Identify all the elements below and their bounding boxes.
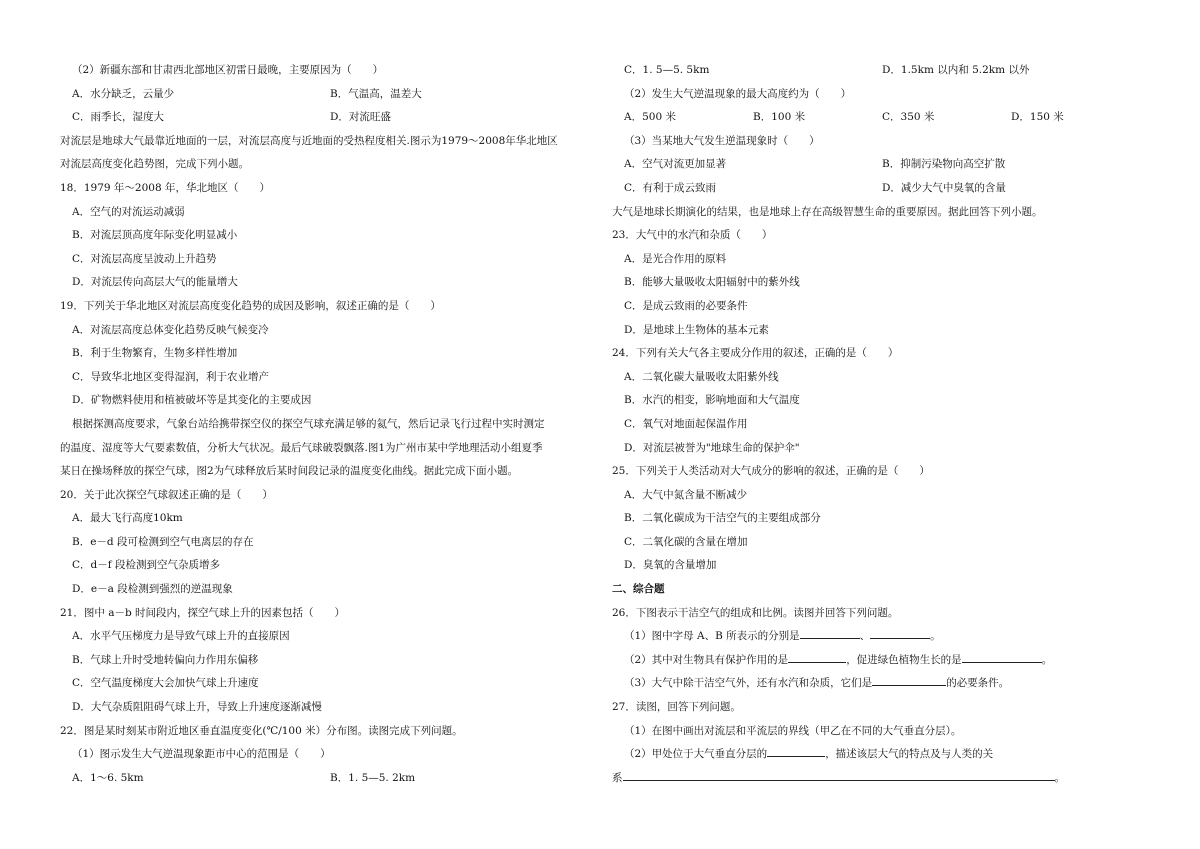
- option-c: C．1. 5—5. 5km: [624, 64, 710, 76]
- question-stem: 27．读图，回答下列问题。: [612, 701, 741, 714]
- right-column: [612, 59, 1140, 790]
- fill-in-text: （2）其中对生物具有保护作用的是: [624, 653, 789, 666]
- fill-in-text: （2）甲处位于大气垂直分层的: [624, 748, 768, 761]
- option-a: A．最大飞行高度10km: [72, 512, 183, 525]
- option-b: B．水汽的相变，影响地面和大气温度: [624, 394, 800, 407]
- fill-in-line: [612, 625, 1140, 649]
- option-row: [612, 59, 1140, 83]
- option-a: A．二氧化碳大量吸收太阳紫外线: [624, 370, 779, 383]
- fill-in-text: ，描述该层大气的特点及与人类的关: [825, 748, 994, 761]
- answer-blank[interactable]: [788, 649, 846, 663]
- option-a: A．是光合作用的原料: [624, 252, 727, 265]
- option-d: D．对流层传向高层大气的能量增大: [72, 276, 238, 289]
- option-row: [612, 153, 1140, 177]
- question-stem: 23．大气中的水汽和杂质（ ）: [612, 229, 773, 242]
- question-stem: 22．图是某时刻某市附近地区垂直温度变化(℃/100 米）分布图。读图完成下列问题。: [60, 724, 463, 737]
- fill-in-text: ，促进绿色植物生长的是: [846, 653, 962, 666]
- option-d: D．矿物燃料使用和植被破坏等是其变化的主要成因: [72, 394, 312, 407]
- option-b: B．气温高，温差大: [330, 87, 422, 100]
- question-stem: 26．下图表示干洁空气的组成和比例。读图并回答下列问题。: [612, 606, 899, 619]
- fill-in-text: 。: [1041, 653, 1053, 666]
- option-d: D．1.5km 以内和 5.2km 以外: [882, 64, 1030, 76]
- fill-in-text: （3）大气中除干洁空气外，还有水汽和杂质，它们是: [624, 677, 873, 690]
- fill-in-text: 的必要条件。: [946, 677, 1010, 690]
- sub-question-stem: （1）图示发生大气逆温现象距市中心的范围是（ ）: [72, 748, 331, 761]
- option-a: A．500 米: [624, 111, 676, 124]
- intro-paragraph: 某日在操场释放的探空气球，图2为气球释放后某时间段记录的温度变化曲线。据此完成下面小题。: [60, 465, 519, 478]
- option-c: C．空气温度梯度大会加快气球上升速度: [72, 677, 259, 690]
- option-c: C．二氧化碳的含量在增加: [624, 535, 748, 548]
- option-d: D．减少大气中臭氧的含量: [882, 181, 1006, 194]
- option-b: B．1. 5—5. 2km: [330, 771, 416, 784]
- question-stem: 21．图中 a－b 时间段内，探空气球上升的因素包括（ ）: [60, 606, 346, 619]
- intro-paragraph: 对流层高度变化趋势图，完成下列小题。: [60, 158, 249, 171]
- option-b: B．能够大量吸收太阳辐射中的紫外线: [624, 276, 800, 289]
- option-d: D．是地球上生物体的基本元素: [624, 323, 769, 336]
- fill-in-text: 。: [930, 630, 941, 643]
- option-c: C．d－f 段检测到空气杂质增多: [72, 559, 220, 572]
- option-c: C．导致华北地区变得湿润，利于农业增产: [72, 370, 270, 383]
- question-stem: 24．下列有关大气各主要成分作用的叙述，正确的是（ ）: [612, 347, 899, 360]
- option-d: D．e－a 段检测到强烈的逆温现象: [72, 583, 233, 596]
- answer-blank[interactable]: [872, 672, 946, 686]
- option-d: D．150 米: [1011, 111, 1064, 124]
- answer-blank[interactable]: [767, 743, 825, 757]
- option-b: B．二氧化碳成为干洁空气的主要组成部分: [624, 512, 821, 525]
- intro-paragraph: 大气是地球长期演化的结果，也是地球上存在高级智慧生命的重要原因。据此回答下列小题。: [612, 205, 1043, 218]
- option-a: A．空气对流更加显著: [624, 158, 727, 171]
- option-d: D．大气杂质阻阻碍气球上升，导致上升速度逐渐减慢: [72, 701, 322, 714]
- answer-blank[interactable]: [800, 625, 860, 639]
- option-row: [60, 106, 588, 130]
- sub-question-text: （1）在图中画出对流层和平流层的界线（甲乙在不同的大气垂直分层）。: [624, 724, 962, 737]
- option-b: B．e－d 段可检测到空气电离层的存在: [72, 535, 254, 548]
- option-row: [612, 177, 1140, 201]
- sub-question-stem: （2）发生大气逆温现象的最大高度约为（ ）: [624, 87, 852, 100]
- sub-question-stem: （3）当某地大气发生逆温现象时（ ）: [624, 134, 820, 147]
- intro-paragraph: 的温度、湿度等大气要素数值，分析大气状况。最后气球破裂飘落.图1为广州市某中学地理活动小组夏季: [60, 441, 543, 454]
- answer-blank[interactable]: [870, 625, 930, 639]
- answer-blank[interactable]: [623, 767, 1055, 781]
- option-a: A．水平气压梯度力是导致气球上升的直接原因: [72, 630, 290, 643]
- question-stem: （2）新疆东部和甘肃西北部地区初雷日最晚，主要原因为（ ）: [72, 64, 384, 76]
- option-d: D．对流旺盛: [330, 111, 391, 124]
- fill-in-line: [612, 743, 1140, 767]
- option-a: A．大气中氮含量不断减少: [624, 488, 748, 501]
- option-a: A．对流层高度总体变化趋势反映气候变冷: [72, 323, 269, 336]
- option-row: [612, 106, 1140, 130]
- option-row: [60, 767, 588, 791]
- section-heading: 二、综合题: [612, 583, 665, 596]
- question-stem: 25．下列关于人类活动对大气成分的影响的叙述，正确的是（ ）: [612, 465, 930, 478]
- fill-in-text: （1）图中字母 A、B 所表示的分别是: [624, 630, 800, 643]
- option-d: D．臭氧的含量增加: [624, 559, 717, 572]
- intro-paragraph: 对流层是地球大气最靠近地面的一层，对流层高度与近地面的受热程度相关.图示为1979～2008年华北地区: [60, 134, 558, 147]
- question-stem: 19．下列关于华北地区对流层高度变化趋势的成因及影响，叙述正确的是（ ）: [60, 299, 441, 312]
- option-b: B．利于生物繁育，生物多样性增加: [72, 347, 238, 360]
- option-b: B．气球上升时受地转偏向力作用东偏移: [72, 653, 259, 666]
- left-column: [60, 59, 588, 790]
- fill-in-line: [612, 672, 1140, 696]
- fill-in-line: [612, 767, 1140, 791]
- question-stem: 20．关于此次探空气球叙述正确的是（ ）: [60, 488, 273, 501]
- option-a: A．水分缺乏，云量少: [72, 87, 175, 100]
- option-c: C．雨季长，湿度大: [72, 111, 165, 124]
- option-c: C．对流层高度呈波动上升趋势: [72, 252, 217, 265]
- separator-text: 、: [859, 630, 871, 643]
- fill-in-text: 系: [612, 771, 623, 784]
- fill-in-text: 。: [1054, 771, 1065, 784]
- question-stem: 18．1979 年～2008 年，华北地区（ ）: [60, 181, 270, 194]
- option-c: C．有利于成云致雨: [624, 181, 717, 194]
- option-c: C．350 米: [882, 111, 935, 124]
- option-a: A．空气的对流运动减弱: [72, 205, 185, 218]
- option-c: C．是成云致雨的必要条件: [624, 299, 748, 312]
- option-d: D．对流层被誉为"地球生命的保护伞": [624, 441, 800, 454]
- intro-paragraph: 根据探测高度要求，气象台站给携带探空仪的探空气球充满足够的氦气，然后记录飞行过程中实时测定: [72, 417, 545, 430]
- option-b: B．抑制污染物向高空扩散: [882, 158, 1006, 171]
- option-row: [60, 83, 588, 107]
- option-b: B．对流层顶高度年际变化明显减小: [72, 229, 238, 242]
- answer-blank[interactable]: [962, 649, 1042, 663]
- option-b: B．100 米: [753, 111, 806, 124]
- option-c: C．氧气对地面起保温作用: [624, 417, 748, 430]
- fill-in-line: [612, 649, 1140, 673]
- option-a: A．1～6. 5km: [72, 771, 144, 784]
